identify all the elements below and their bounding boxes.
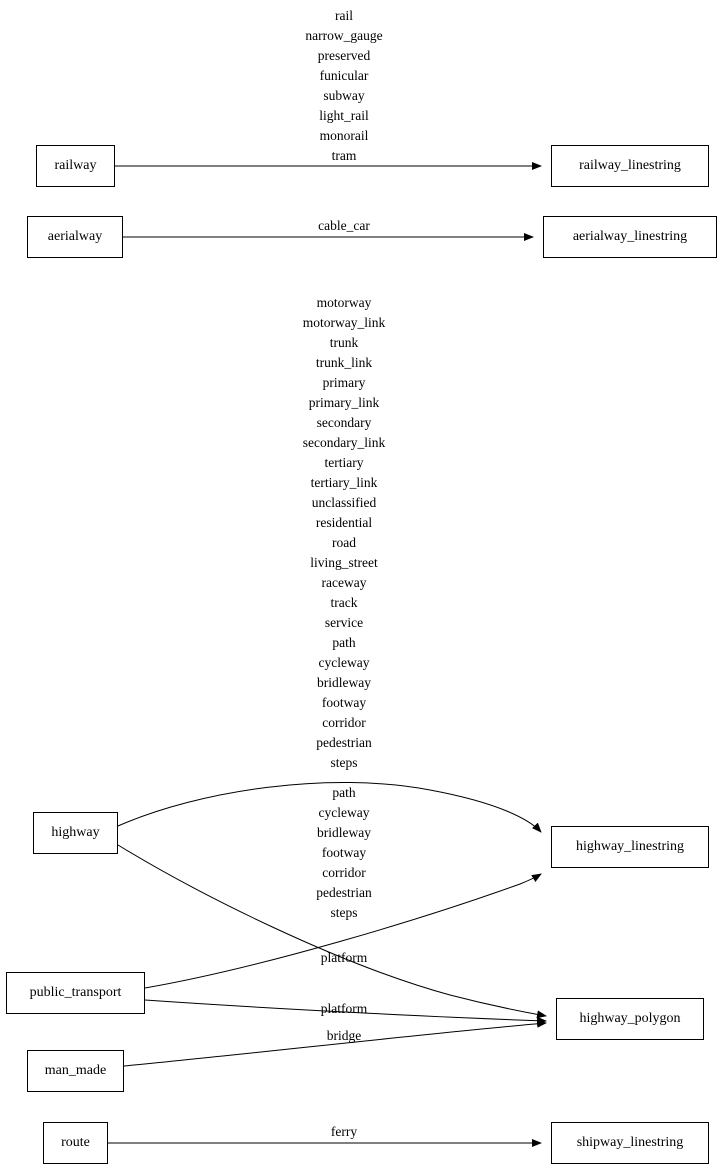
node-label: railway_linestring xyxy=(579,158,681,173)
node-label: shipway_linestring xyxy=(576,1135,684,1150)
node-label: highway_linestring xyxy=(575,839,685,854)
edge-label-aerialway-to-aerialway_linestring: cable_car xyxy=(318,218,370,233)
node-aerialway_linestring[interactable] xyxy=(543,216,717,258)
edge-label-man_made-to-highway_polygon: bridge xyxy=(326,1028,362,1043)
node-label: highway_polygon xyxy=(579,1011,681,1026)
node-highway_polygon[interactable] xyxy=(556,998,704,1040)
node-shipway_linestring[interactable] xyxy=(551,1122,709,1164)
node-label: railway xyxy=(54,158,97,173)
node-aerialway[interactable] xyxy=(27,216,123,258)
node-label: public_transport xyxy=(29,985,122,1000)
node-label: aerialway xyxy=(47,229,103,244)
edge-label-highway-to-highway_linestring: motorway motorway_link trunk trunk_link primary primary_link secondary secondary_link tertiary tertiary_link unclassified residential road living_street raceway track service path cycleway bridleway footway corridor pedestrian steps xyxy=(302,295,386,770)
edge-label-public_transport-to-highway_linestring: platform xyxy=(320,950,368,965)
node-label: aerialway_linestring xyxy=(572,229,688,244)
node-public_transport[interactable] xyxy=(6,972,145,1014)
node-railway[interactable] xyxy=(36,145,115,187)
node-label: route xyxy=(61,1135,90,1150)
node-man_made[interactable] xyxy=(27,1050,124,1092)
node-railway_linestring[interactable] xyxy=(551,145,709,187)
edge-label-railway-to-railway_linestring: rail narrow_gauge preserved funicular subway light_rail monorail tram xyxy=(305,8,383,163)
node-route[interactable] xyxy=(43,1122,108,1164)
node-highway[interactable] xyxy=(33,812,118,854)
edge-label-public_transport-to-highway_polygon: platform xyxy=(320,1001,368,1016)
edge-label-highway-to-highway_polygon: path cycleway bridleway footway corridor pedestrian steps xyxy=(316,785,372,920)
edge-label-route-to-shipway_linestring: ferry xyxy=(330,1124,358,1139)
node-label: highway xyxy=(51,825,100,840)
node-highway_linestring[interactable] xyxy=(551,826,709,868)
node-label: man_made xyxy=(44,1063,107,1078)
